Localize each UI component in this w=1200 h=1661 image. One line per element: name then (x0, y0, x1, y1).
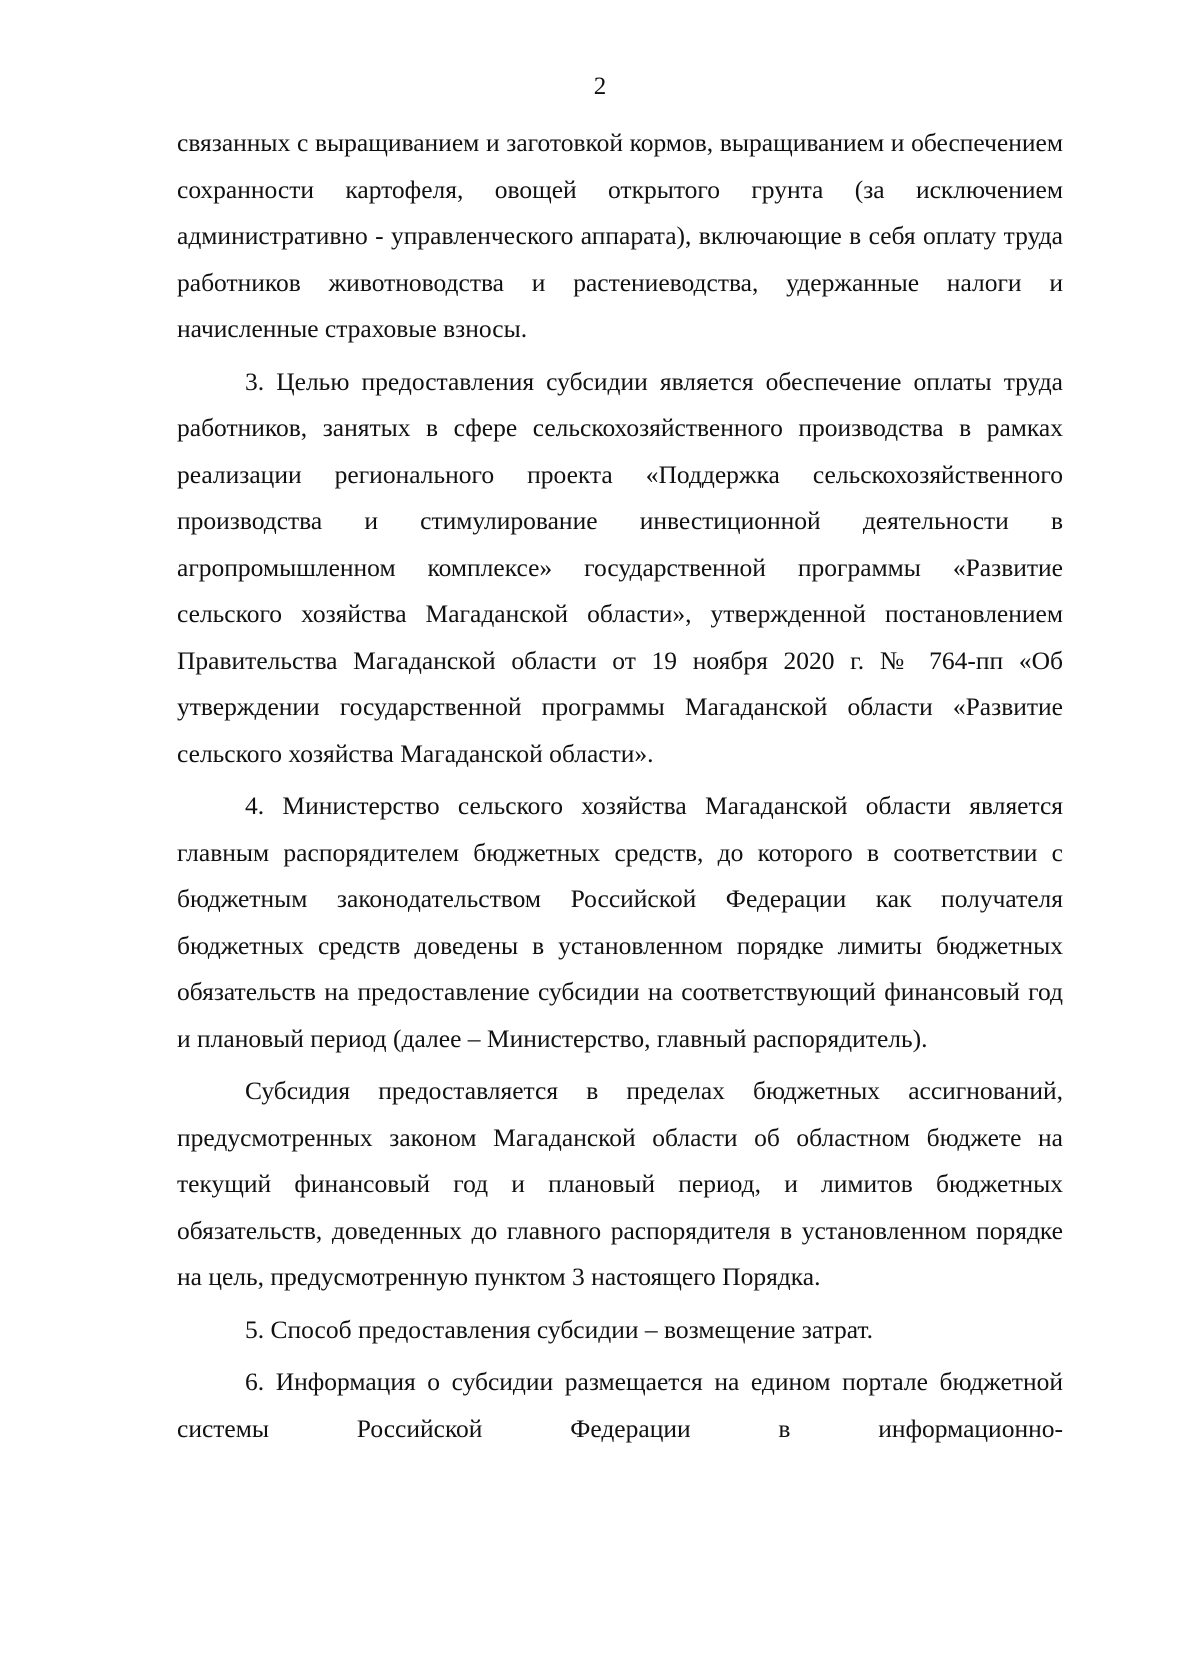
paragraph-clause-5: 5. Способ предоставления субсидии – возмещение затрат. (245, 1314, 873, 1344)
document-body (177, 120, 1063, 1452)
page-number: 2 (593, 73, 607, 100)
paragraph-clause-4: 4. Министерство сельского хозяйства Магаданской области является главным распорядителем бюджетных средств, до которого в соответствии с бюджетным законодательством Российской Федерации как получателя бюджетных средств доведены в установленном порядке лимиты бюджетных обязательств на предоставление субсидии на соответствующий финансовый год и плановый период (далее – Министерство, главный распорядитель). (177, 791, 1063, 1053)
paragraph-clause-6: 6. Информация о субсидии размещается на едином портале бюджетной системы Российской Федерации в информационно- (177, 1367, 1063, 1443)
paragraph-clause-3: 3. Целью предоставления субсидии является обеспечение оплаты труда работников, занятых в сфере сельскохозяйственного производства в рамках реализации регионального проекта «Поддержка сельскохозяйственного производства и стимулирование инвестиционной деятельности в агропромышленном комплексе» государственной программы «Развитие сельского хозяйства Магаданской области», утвержденной постановлением Правительства Магаданской области от 19 ноября 2020 г. № 764-пп «Об утверждении государственной программы Магаданской области «Развитие сельского хозяйства Магаданской области». (177, 366, 1063, 768)
paragraph-subsidy-limits: Субсидия предоставляется в пределах бюджетных ассигнований, предусмотренных законом Магаданской области об областном бюджете на текущий финансовый год и плановый период, и лимитов бюджетных обязательств, доведенных до главного распорядителя в установленном порядке на цель, предусмотренную пунктом 3 настоящего Порядка. (177, 1076, 1063, 1291)
paragraph-continuation: связанных с выращиванием и заготовкой кормов, выращиванием и обеспечением сохранности картофеля, овощей открытого грунта (за исключением административно - управленческого аппарата), включающие в себя оплату труда работников животноводства и растениеводства, удержанные налоги и начисленные страховые взносы. (177, 128, 1063, 343)
